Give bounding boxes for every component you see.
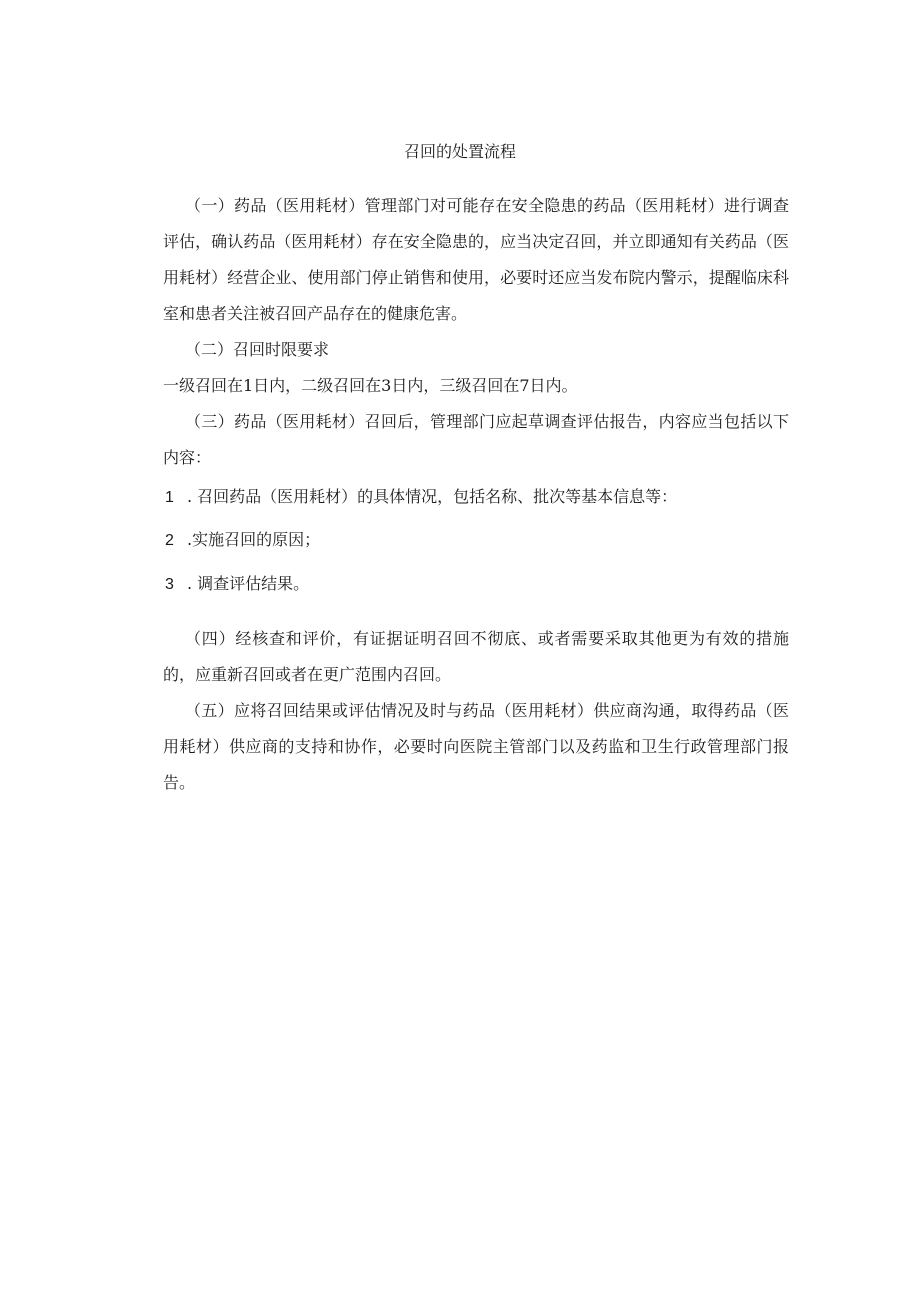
list-item-text: . 召回药品（医用耗材）的具体情况，包括名称、批次等基本信息等：	[187, 487, 678, 506]
list-item-number: 1	[165, 489, 174, 506]
paragraph-2: （二）召回时限要求	[185, 340, 330, 359]
list-item-number: 2	[165, 532, 174, 549]
paragraph-3: 一级召回在1日内，二级召回在3日内，三级召回在7日内。	[163, 376, 578, 395]
paragraph-4: （三）药品（医用耗材）召回后，管理部门应起草调查评估报告，内容应当包括以下内容：	[163, 412, 789, 467]
document-title: 召回的处置流程	[403, 142, 516, 161]
list-item-1	[165, 485, 785, 510]
list-item-3	[165, 572, 785, 597]
list-item-text: .实施召回的原因；	[187, 530, 321, 549]
paragraph-5: （四）经核查和评价，有证据证明召回不彻底、或者需要采取其他更为有效的措施的，应重新召回或者在更广范围内召回。	[163, 629, 789, 684]
list-item-2	[165, 528, 785, 553]
list-item-text: . 调查评估结果。	[187, 574, 310, 593]
list-item-number: 3	[165, 576, 174, 593]
paragraph-6: （五）应将召回结果或评估情况及时与药品（医用耗材）供应商沟通，取得药品（医用耗材）供应商的支持和协作，必要时向医院主管部门以及药监和卫生行政管理部门报告。	[163, 701, 789, 792]
paragraph-1: （一）药品（医用耗材）管理部门对可能存在安全隐患的药品（医用耗材）进行调查评估，确认药品（医用耗材）存在安全隐患的，应当决定召回，并立即通知有关药品（医用耗材）经营企业、使用部门停止销售和使用，必要时还应当发布院内警示，提醒临床科室和患者关注被召回产品存在的健康危害。	[163, 196, 789, 323]
